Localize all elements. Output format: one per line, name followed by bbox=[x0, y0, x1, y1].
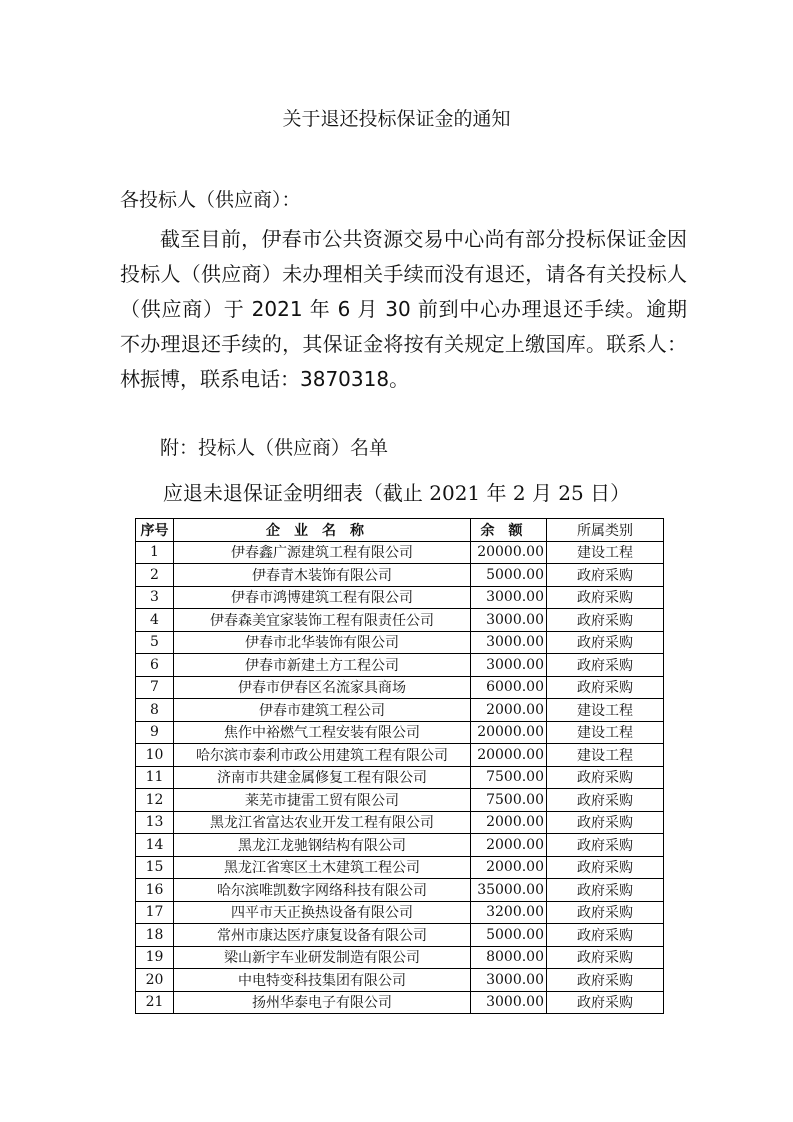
row-amount-cell: 20000.00 bbox=[471, 541, 547, 564]
row-name-cell: 济南市共建金属修复工程有限公司 bbox=[174, 766, 471, 789]
table-body bbox=[136, 541, 664, 1014]
notice-title: 关于退还投标保证金的通知 bbox=[282, 108, 511, 130]
table-row bbox=[136, 991, 664, 1014]
attachment-line: 附：投标人（供应商）名单 bbox=[160, 437, 389, 459]
row-category-cell: 政府采购 bbox=[547, 969, 664, 992]
row-amount-cell: 35000.00 bbox=[471, 879, 547, 902]
row-no-cell: 7 bbox=[136, 676, 174, 699]
row-name-cell: 莱芜市捷雷工贸有限公司 bbox=[174, 789, 471, 812]
row-no-cell: 20 bbox=[136, 969, 174, 992]
row-name-cell: 伊春森美宜家装饰工程有限责任公司 bbox=[174, 609, 471, 632]
row-no-cell: 13 bbox=[136, 811, 174, 834]
row-amount-cell: 20000.00 bbox=[471, 744, 547, 767]
row-amount-cell: 3200.00 bbox=[471, 901, 547, 924]
table-row bbox=[136, 766, 664, 789]
row-amount-cell: 6000.00 bbox=[471, 676, 547, 699]
row-name-cell: 梁山新宇车业研发制造有限公司 bbox=[174, 946, 471, 969]
row-no-cell: 14 bbox=[136, 834, 174, 857]
table-row bbox=[136, 564, 664, 587]
table-row bbox=[136, 834, 664, 857]
row-name-cell: 黑龙江省富达农业开发工程有限公司 bbox=[174, 811, 471, 834]
row-name-cell: 伊春市鸿博建筑工程有限公司 bbox=[174, 586, 471, 609]
deposit-table bbox=[135, 518, 664, 1014]
salutation: 各投标人（供应商）： bbox=[120, 189, 301, 211]
row-amount-cell: 2000.00 bbox=[471, 699, 547, 722]
table-row bbox=[136, 856, 664, 879]
table-row bbox=[136, 541, 664, 564]
row-category-cell: 建设工程 bbox=[547, 699, 664, 722]
row-no-cell: 8 bbox=[136, 699, 174, 722]
row-no-cell: 10 bbox=[136, 744, 174, 767]
row-amount-cell: 5000.00 bbox=[471, 924, 547, 947]
row-amount-cell: 3000.00 bbox=[471, 631, 547, 654]
row-amount-cell: 7500.00 bbox=[471, 766, 547, 789]
row-amount-cell: 3000.00 bbox=[471, 991, 547, 1014]
row-no-cell: 2 bbox=[136, 564, 174, 587]
row-no-cell: 3 bbox=[136, 586, 174, 609]
row-category-cell: 政府采购 bbox=[547, 631, 664, 654]
row-category-cell: 政府采购 bbox=[547, 811, 664, 834]
row-name-cell: 哈尔滨唯凯数字网络科技有限公司 bbox=[174, 879, 471, 902]
row-no-cell: 6 bbox=[136, 654, 174, 677]
table-row bbox=[136, 586, 664, 609]
row-amount-cell: 3000.00 bbox=[471, 654, 547, 677]
row-amount-cell: 3000.00 bbox=[471, 609, 547, 632]
table-row bbox=[136, 609, 664, 632]
row-no-cell: 21 bbox=[136, 991, 174, 1014]
row-no-cell: 12 bbox=[136, 789, 174, 812]
row-name-cell: 扬州华泰电子有限公司 bbox=[174, 991, 471, 1014]
row-category-cell: 政府采购 bbox=[547, 856, 664, 879]
row-category-cell: 政府采购 bbox=[547, 766, 664, 789]
row-amount-cell: 5000.00 bbox=[471, 564, 547, 587]
row-amount-cell: 20000.00 bbox=[471, 721, 547, 744]
row-category-cell: 政府采购 bbox=[547, 609, 664, 632]
header-category: 所属类别 bbox=[547, 519, 664, 542]
row-no-cell: 18 bbox=[136, 924, 174, 947]
row-name-cell: 中电特变科技集团有限公司 bbox=[174, 969, 471, 992]
table-row bbox=[136, 946, 664, 969]
row-amount-cell: 3000.00 bbox=[471, 969, 547, 992]
row-no-cell: 17 bbox=[136, 901, 174, 924]
table-row bbox=[136, 654, 664, 677]
row-no-cell: 16 bbox=[136, 879, 174, 902]
row-category-cell: 建设工程 bbox=[547, 541, 664, 564]
row-category-cell: 建设工程 bbox=[547, 744, 664, 767]
row-no-cell: 4 bbox=[136, 609, 174, 632]
row-name-cell: 常州市康达医疗康复设备有限公司 bbox=[174, 924, 471, 947]
row-no-cell: 5 bbox=[136, 631, 174, 654]
row-category-cell: 政府采购 bbox=[547, 676, 664, 699]
table-row bbox=[136, 699, 664, 722]
row-amount-cell: 3000.00 bbox=[471, 586, 547, 609]
table-row bbox=[136, 811, 664, 834]
notice-body: 截至目前，伊春市公共资源交易中心尚有部分投标保证金因投标人（供应商）未办理相关手续而没有退还，请各有关投标人（供应商）于 2021 年 6 月 30 前到中心办理退还手续。逾期不办理退还手续的，其保证金将按有关规定上缴国库。联系人：林振博，联系电话：3870318。 bbox=[120, 227, 687, 391]
row-name-cell: 四平市天正换热设备有限公司 bbox=[174, 901, 471, 924]
row-category-cell: 政府采购 bbox=[547, 901, 664, 924]
row-amount-cell: 2000.00 bbox=[471, 834, 547, 857]
row-no-cell: 11 bbox=[136, 766, 174, 789]
row-name-cell: 哈尔滨市泰利市政公用建筑工程有限公司 bbox=[174, 744, 471, 767]
table-row bbox=[136, 744, 664, 767]
table-row bbox=[136, 901, 664, 924]
header-no: 序号 bbox=[136, 519, 174, 542]
row-name-cell: 伊春青木装饰有限公司 bbox=[174, 564, 471, 587]
row-name-cell: 伊春鑫广源建筑工程有限公司 bbox=[174, 541, 471, 564]
table-row bbox=[136, 924, 664, 947]
row-amount-cell: 7500.00 bbox=[471, 789, 547, 812]
table-row bbox=[136, 721, 664, 744]
table-row bbox=[136, 676, 664, 699]
row-category-cell: 政府采购 bbox=[547, 834, 664, 857]
row-category-cell: 政府采购 bbox=[547, 789, 664, 812]
row-name-cell: 焦作中裕燃气工程安装有限公司 bbox=[174, 721, 471, 744]
header-amount-text: 余额 bbox=[480, 522, 537, 539]
table-row bbox=[136, 631, 664, 654]
row-category-cell: 政府采购 bbox=[547, 924, 664, 947]
table-row bbox=[136, 789, 664, 812]
header-name bbox=[174, 519, 471, 542]
row-category-cell: 政府采购 bbox=[547, 586, 664, 609]
header-name-text: 企业名称 bbox=[266, 522, 378, 539]
row-category-cell: 建设工程 bbox=[547, 721, 664, 744]
row-no-cell: 9 bbox=[136, 721, 174, 744]
table-title: 应退未退保证金明细表（截止 2021 年 2 月 25 日） bbox=[162, 481, 631, 505]
row-category-cell: 政府采购 bbox=[547, 946, 664, 969]
table-row bbox=[136, 969, 664, 992]
row-name-cell: 伊春市建筑工程公司 bbox=[174, 699, 471, 722]
table-header-row bbox=[136, 519, 664, 542]
row-name-cell: 伊春市北华装饰有限公司 bbox=[174, 631, 471, 654]
row-amount-cell: 2000.00 bbox=[471, 856, 547, 879]
row-category-cell: 政府采购 bbox=[547, 879, 664, 902]
row-amount-cell: 2000.00 bbox=[471, 811, 547, 834]
row-name-cell: 黑龙江龙驰钢结构有限公司 bbox=[174, 834, 471, 857]
row-name-cell: 黑龙江省寒区土木建筑工程公司 bbox=[174, 856, 471, 879]
row-category-cell: 政府采购 bbox=[547, 654, 664, 677]
row-name-cell: 伊春市伊春区名流家具商场 bbox=[174, 676, 471, 699]
row-amount-cell: 8000.00 bbox=[471, 946, 547, 969]
row-no-cell: 15 bbox=[136, 856, 174, 879]
header-amount bbox=[471, 519, 547, 542]
row-category-cell: 政府采购 bbox=[547, 564, 664, 587]
row-name-cell: 伊春市新建土方工程公司 bbox=[174, 654, 471, 677]
row-category-cell: 政府采购 bbox=[547, 991, 664, 1014]
row-no-cell: 19 bbox=[136, 946, 174, 969]
row-no-cell: 1 bbox=[136, 541, 174, 564]
table-row bbox=[136, 879, 664, 902]
